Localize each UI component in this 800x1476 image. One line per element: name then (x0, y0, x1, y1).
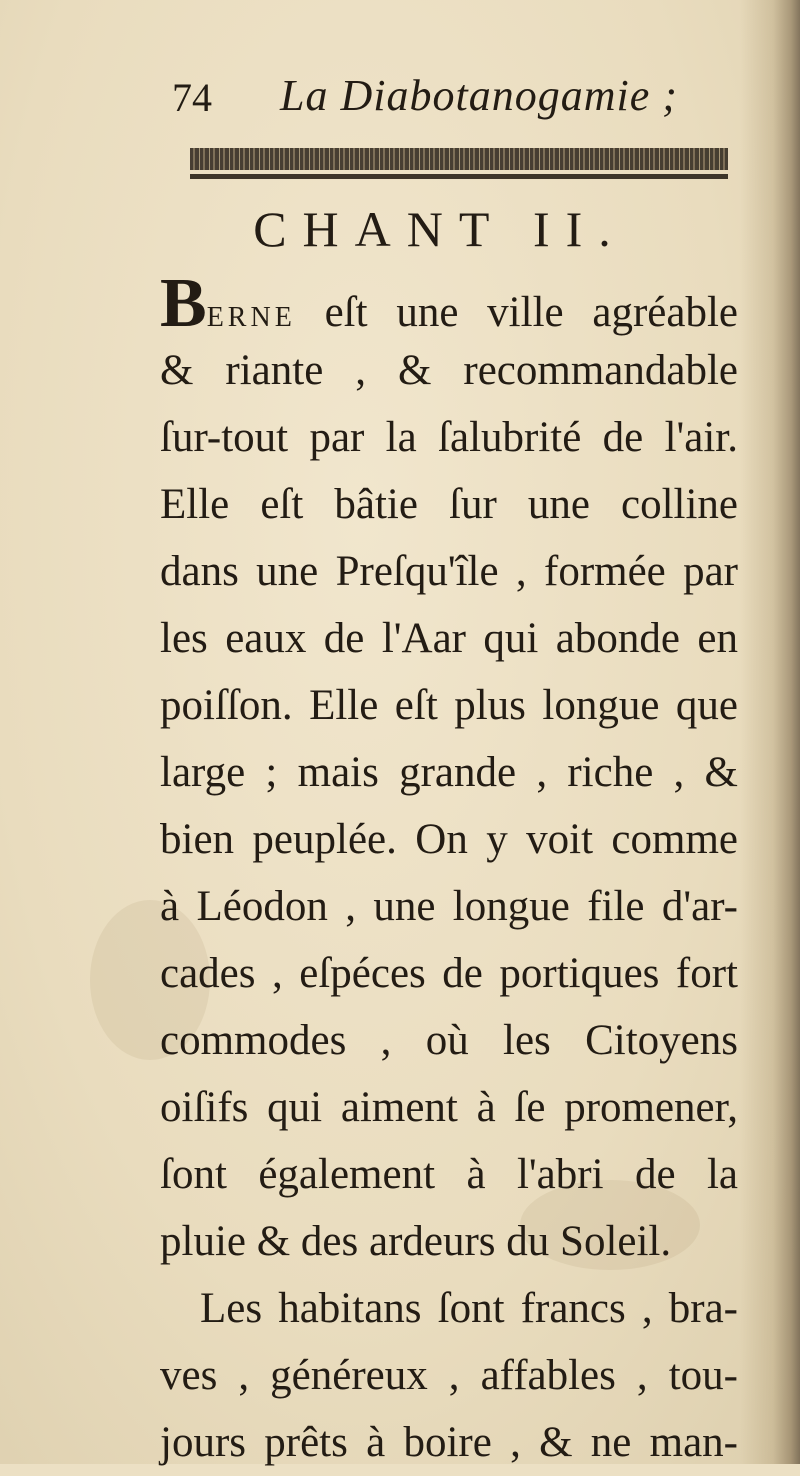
body-text (160, 265, 738, 1476)
text-line: ſont également à l'abri de la (160, 1151, 738, 1198)
text-line: Les habitans ſont francs , bra- (200, 1285, 738, 1332)
text-line: large ; mais grande , riche , & (160, 749, 738, 796)
text-line: ſur-tout par la ſalubrité de l'air. (160, 414, 738, 461)
text-line: commodes , où les Citoyens (160, 1017, 738, 1064)
running-title: La Diabotanogamie ; (280, 71, 678, 120)
text-line: bien peuplée. On y voit comme (160, 816, 738, 863)
first-line-rest: eſt une ville agréable (295, 289, 738, 336)
chapter-heading: CHANT II. (253, 201, 627, 257)
text-line: pluie & des ardeurs du Soleil. (160, 1218, 672, 1265)
text-line: Elle eſt bâtie ſur une colline (160, 481, 738, 528)
text-line: & riante , & recommandable (160, 347, 738, 394)
running-head (172, 66, 678, 126)
text-line: les eaux de l'Aar qui abonde en (160, 615, 738, 662)
text-line-first (160, 265, 738, 342)
lead-smallcaps: ERNE (206, 302, 296, 333)
text-line: ves , généreux , affables , tou- (160, 1352, 738, 1399)
page-number: 74 (172, 75, 212, 120)
page-gutter (740, 0, 800, 1464)
drop-cap: B (160, 265, 207, 342)
text-line: dans une Preſqu'île , formée par (160, 548, 738, 595)
header-ornament (190, 148, 728, 184)
ornament-band (190, 148, 728, 170)
text-line: cades , eſpéces de portiques fort (160, 950, 738, 997)
ornament-rule (190, 174, 728, 179)
text-line: jours prêts à boire , & ne man- (160, 1419, 738, 1466)
text-line: poiſſon. Elle eſt plus longue que (160, 682, 738, 729)
text-line: à Léodon , une longue file d'ar- (160, 883, 738, 930)
text-line: oiſifs qui aiment à ſe promener, (160, 1084, 738, 1131)
